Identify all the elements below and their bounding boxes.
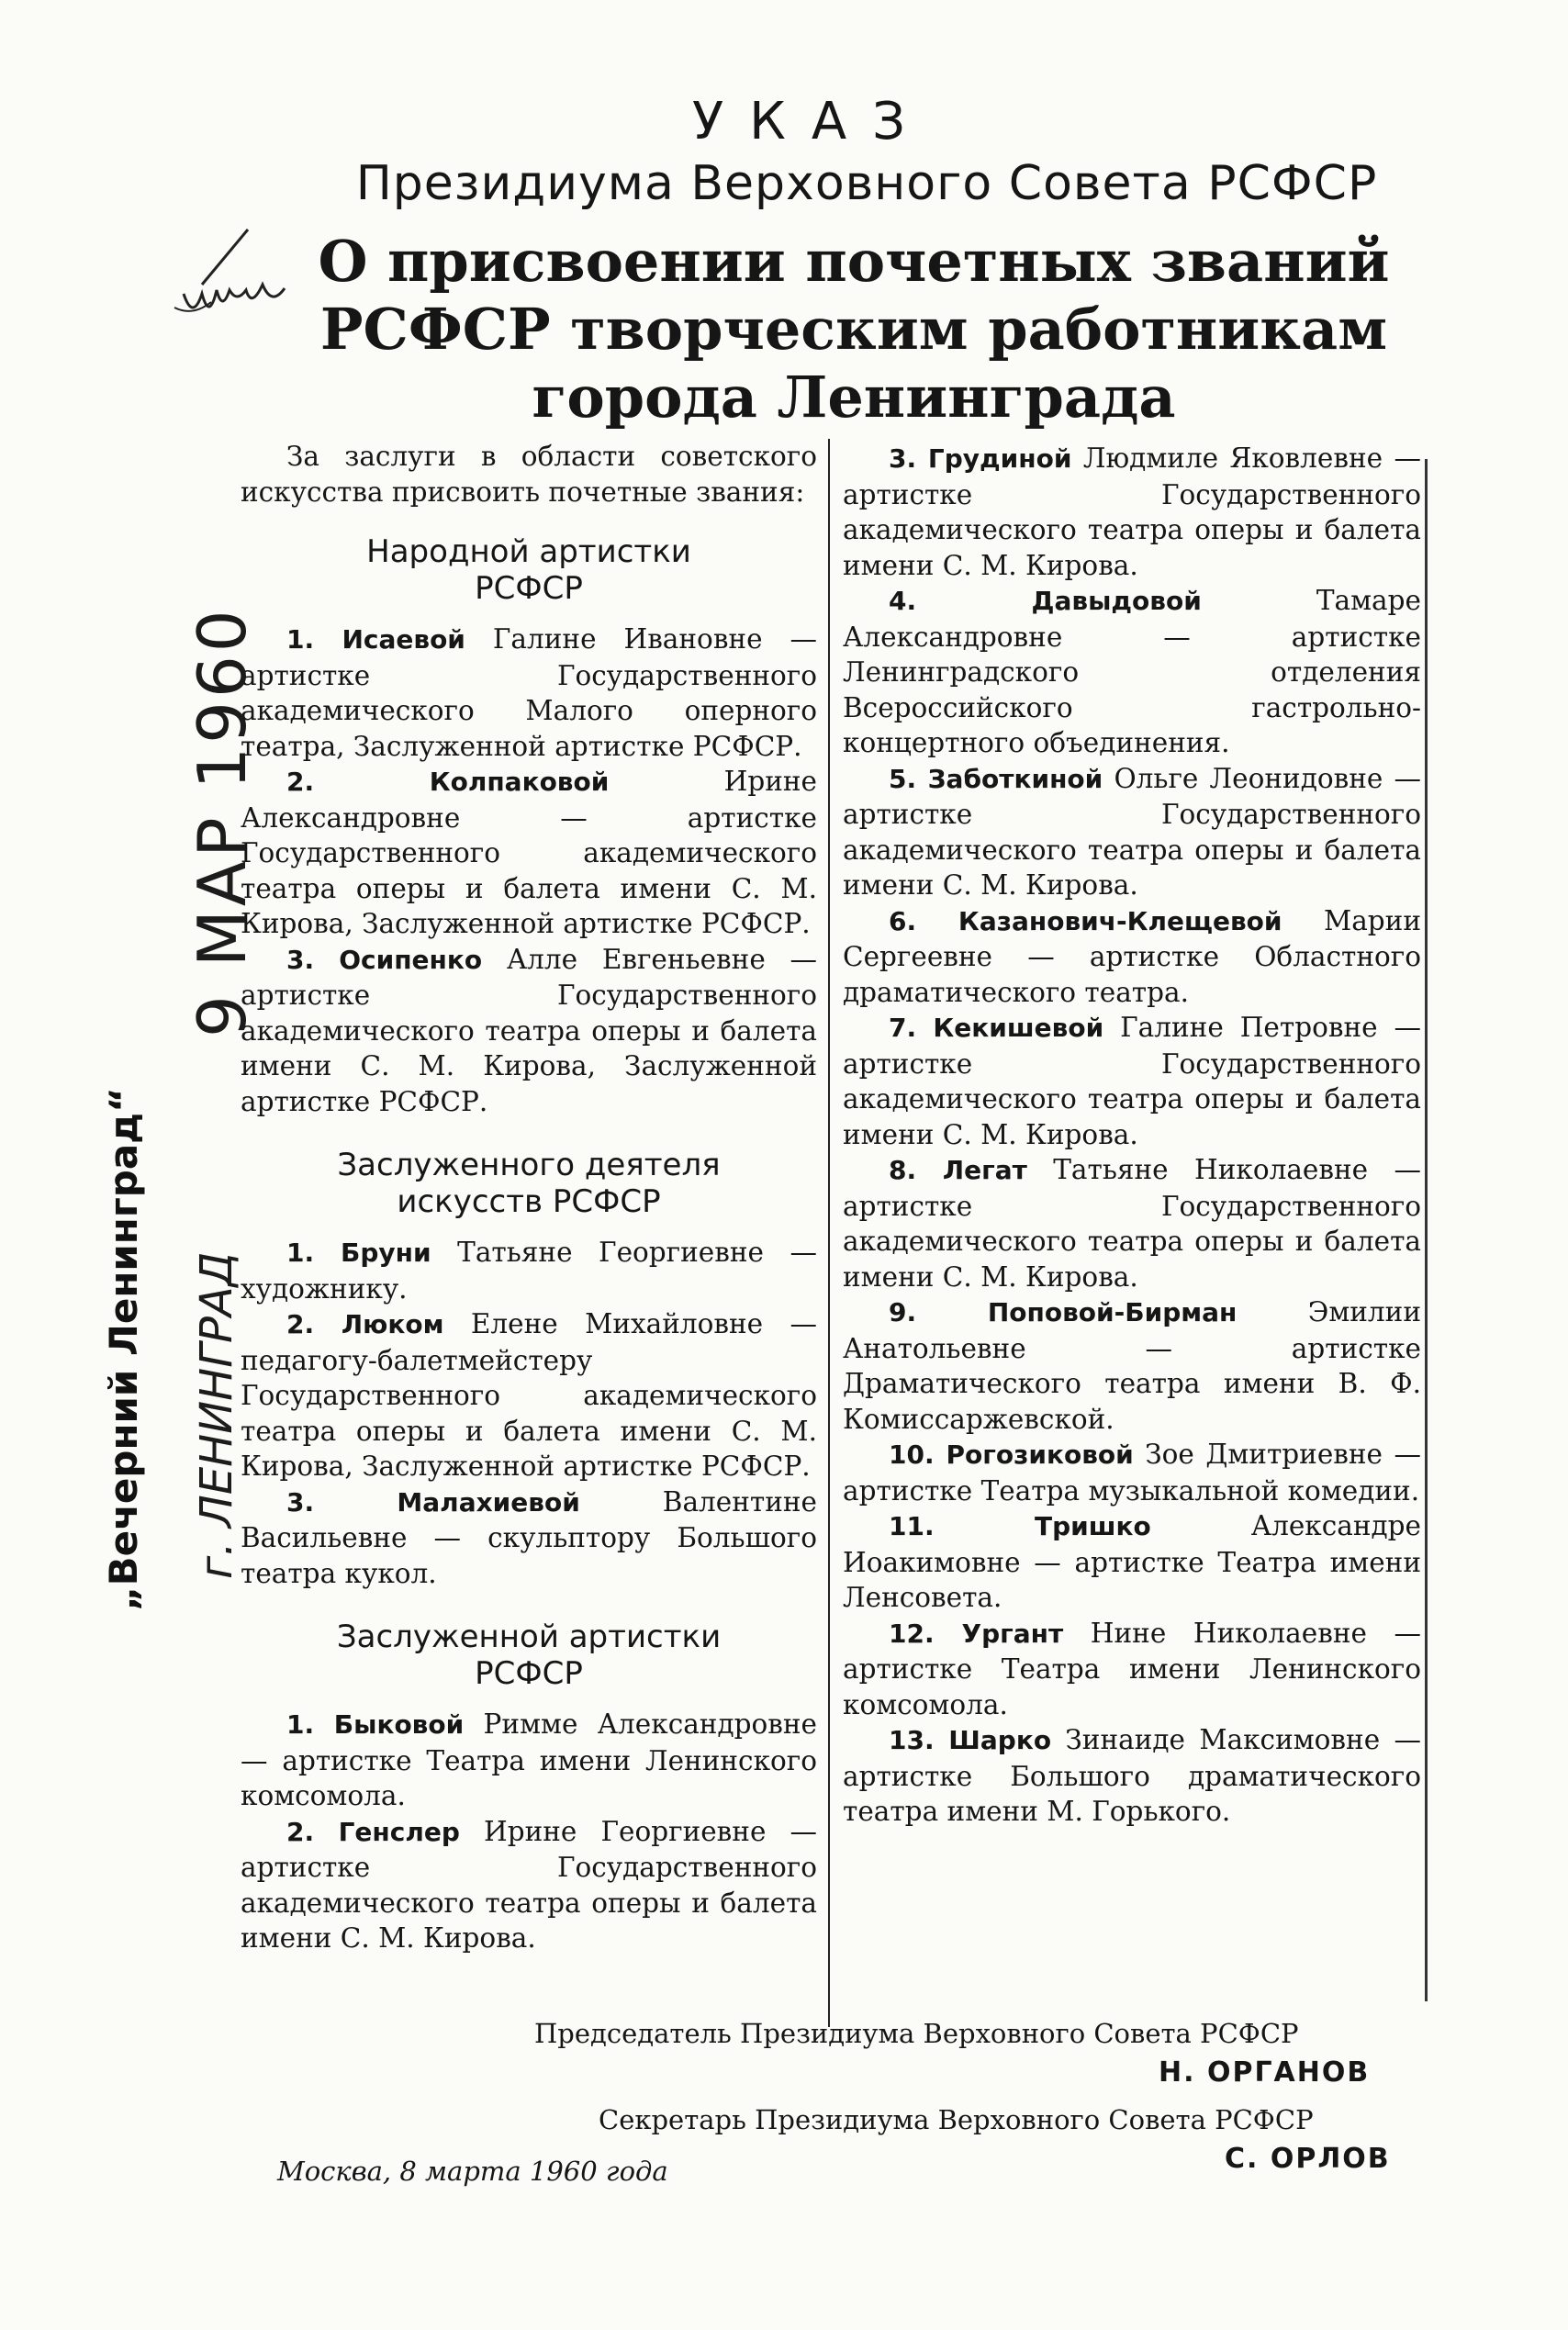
document-type-heading: УКАЗ	[691, 92, 932, 151]
award-entry	[241, 1484, 817, 1592]
recipient-details: Ирине Александровне — артистке Государственного академического театра оперы и балета имени С. М. Кирова, Заслуженной артистке РСФСР.	[241, 766, 817, 939]
decree-title	[312, 228, 1395, 431]
recipient-name: 2. Люком	[286, 1309, 444, 1339]
award-entry	[843, 583, 1421, 761]
award-entry	[843, 903, 1421, 1011]
section-heading-line: Заслуженного деятеля	[337, 1147, 721, 1183]
secretary-name: С. ОРЛОВ	[1225, 2143, 1391, 2175]
recipient-details: Нине Николаевне — артистке Театра имени Ленинского комсомола.	[843, 1617, 1421, 1720]
section-heading-line: искусств РСФСР	[397, 1183, 661, 1220]
recipient-details: Татьяне Николаевне — артистке Государственного академического театра оперы и балета имени С. М. Кирова.	[843, 1154, 1421, 1293]
award-entry	[843, 1508, 1421, 1616]
award-entry	[843, 761, 1421, 903]
award-entry	[843, 1437, 1421, 1508]
place-and-date: Москва, 8 марта 1960 года	[277, 2156, 668, 2187]
recipient-details: Людмиле Яковлевне — артистке Государственного академического театра оперы и балета имени С. М. Кирова.	[843, 442, 1421, 581]
recipient-details: Римме Александровне — артистке Театра имени Ленинского комсомола.	[241, 1708, 817, 1811]
section-heading-people-artist	[241, 533, 817, 607]
recipient-details: Валентине Васильевне — скульптору Большого театра кукол.	[241, 1485, 817, 1589]
chairman-name: Н. ОРГАНОВ	[1159, 2056, 1371, 2089]
award-entry	[843, 1010, 1421, 1152]
recipient-details: Зое Дмитриевне — артистке Театра музыкальной комедии.	[843, 1439, 1421, 1507]
award-entry	[241, 622, 817, 764]
award-entry	[241, 1707, 817, 1814]
recipient-details: Галине Петровне — артистке Государственного академического театра оперы и балета имени С. М. Кирова.	[843, 1012, 1421, 1150]
newspaper-stamp: „Вечерний Ленинград“	[101, 1087, 146, 1611]
recipient-name: 3. Осипенко	[286, 944, 483, 975]
recipient-details: Зинаиде Максимовне — артистке Большого драматического театра имени М. Горького.	[843, 1724, 1421, 1827]
recipient-name: 3. Малахиевой	[286, 1486, 580, 1518]
recipient-details: Ольге Леонидовне — артистке Государственного академического театра оперы и балета имени С. М. Кирова.	[843, 762, 1422, 901]
chairman-title: Председатель Президиума Верховного Совета РСФСР	[534, 2018, 1299, 2049]
recipient-name: 9. Поповой-Бирман	[889, 1297, 1238, 1327]
handwritten-mark-icon	[165, 220, 303, 349]
secretary-title: Секретарь Президиума Верховного Совета РСФСР	[599, 2104, 1314, 2135]
issuing-body-heading: Президиума Верховного Совета РСФСР	[355, 156, 1378, 211]
recipient-details: Тамаре Александровне — артистке Ленинградского отделения Всероссийского гастрольно-концертного объединения.	[843, 585, 1421, 758]
recipient-details: Эмилии Анатольевне — артистке Драматического театра имени В. Ф. Комиссаржевской.	[843, 1296, 1421, 1435]
recipient-details: Галине Ивановне — артистке Государственного академического Малого оперного театра, Заслуженной артистке РСФСР.	[241, 623, 817, 762]
award-entry	[241, 1306, 817, 1484]
section-heading-line: Народной артистки	[366, 533, 691, 570]
award-entry	[843, 1294, 1421, 1437]
title-line: города Ленинграда	[532, 364, 1176, 431]
recipient-name: 2. Колпаковой	[286, 767, 610, 797]
recipient-name: 7. Кекишевой	[889, 1013, 1104, 1043]
section-heading-line: РСФСР	[475, 570, 583, 607]
right-column	[843, 441, 1421, 1830]
title-line: РСФСР творческим работникам	[319, 296, 1388, 363]
title-line: О присвоении почетных званий	[318, 228, 1390, 295]
award-entry	[843, 1722, 1421, 1830]
recipient-name: 1. Исаевой	[286, 624, 465, 655]
recipient-details: Марии Сергеевне — артистке Областного драматического театра.	[843, 904, 1421, 1008]
column-divider	[828, 439, 830, 2027]
city-stamp: г. ЛЕНИНГРАД	[191, 1251, 242, 1579]
right-border-line	[1425, 459, 1428, 2001]
recipient-details: Татьяне Георгиевне — художнику.	[241, 1237, 818, 1305]
award-entry	[241, 1814, 817, 1956]
recipient-name: 3. Грудиной	[889, 443, 1072, 474]
section-heading-honored-figure	[241, 1147, 817, 1220]
intro-paragraph: За заслуги в области советского искусства присвоить почетные звания:	[241, 441, 817, 508]
award-entry	[843, 441, 1421, 583]
recipient-name: 13. Шарко	[889, 1725, 1052, 1755]
award-entry	[843, 1616, 1421, 1723]
section-heading-line: РСФСР	[475, 1655, 583, 1692]
recipient-name: 1. Бруни	[286, 1238, 431, 1268]
recipient-name: 8. Легат	[889, 1155, 1027, 1185]
recipient-name: 12. Ургант	[889, 1618, 1064, 1649]
recipient-name: 2. Генслер	[286, 1816, 460, 1847]
recipient-name: 1. Быковой	[286, 1709, 465, 1740]
recipient-name: 10. Рогозиковой	[889, 1439, 1134, 1470]
recipient-name: 5. Заботкиной	[889, 763, 1103, 794]
recipient-details: Ирине Георгиевне — артистке Государственного академического театра оперы и балета имени С. М. Кирова.	[241, 1815, 818, 1954]
received-date-stamp: 9 МАР 1960	[184, 606, 261, 1037]
award-entry	[241, 942, 817, 1120]
recipient-name: 6. Казанович-Клещевой	[889, 905, 1282, 936]
award-entry	[241, 1235, 817, 1306]
recipient-details: Елене Михайловне — педагогу-балетмейстеру Государственного академического театра оперы и балета имени С. М. Кирова, Заслуженной артистке РСФСР.	[241, 1308, 817, 1482]
recipient-name: 4. Давыдовой	[889, 586, 1202, 616]
left-column	[241, 439, 817, 1956]
award-entry	[843, 1152, 1421, 1294]
recipient-details: Алле Евгеньевне — артистке Государственного академического театра оперы и балета имени С. М. Кирова, Заслуженной артистке РСФСР.	[241, 943, 817, 1117]
award-entry	[241, 764, 817, 942]
section-heading-honored-artist	[241, 1619, 817, 1692]
recipient-name: 11. Тришко	[889, 1511, 1151, 1541]
recipient-details: Александре Иоакимовне — артистке Театра имени Ленсовета.	[843, 1510, 1421, 1613]
section-heading-line: Заслуженной артистки	[336, 1619, 722, 1655]
